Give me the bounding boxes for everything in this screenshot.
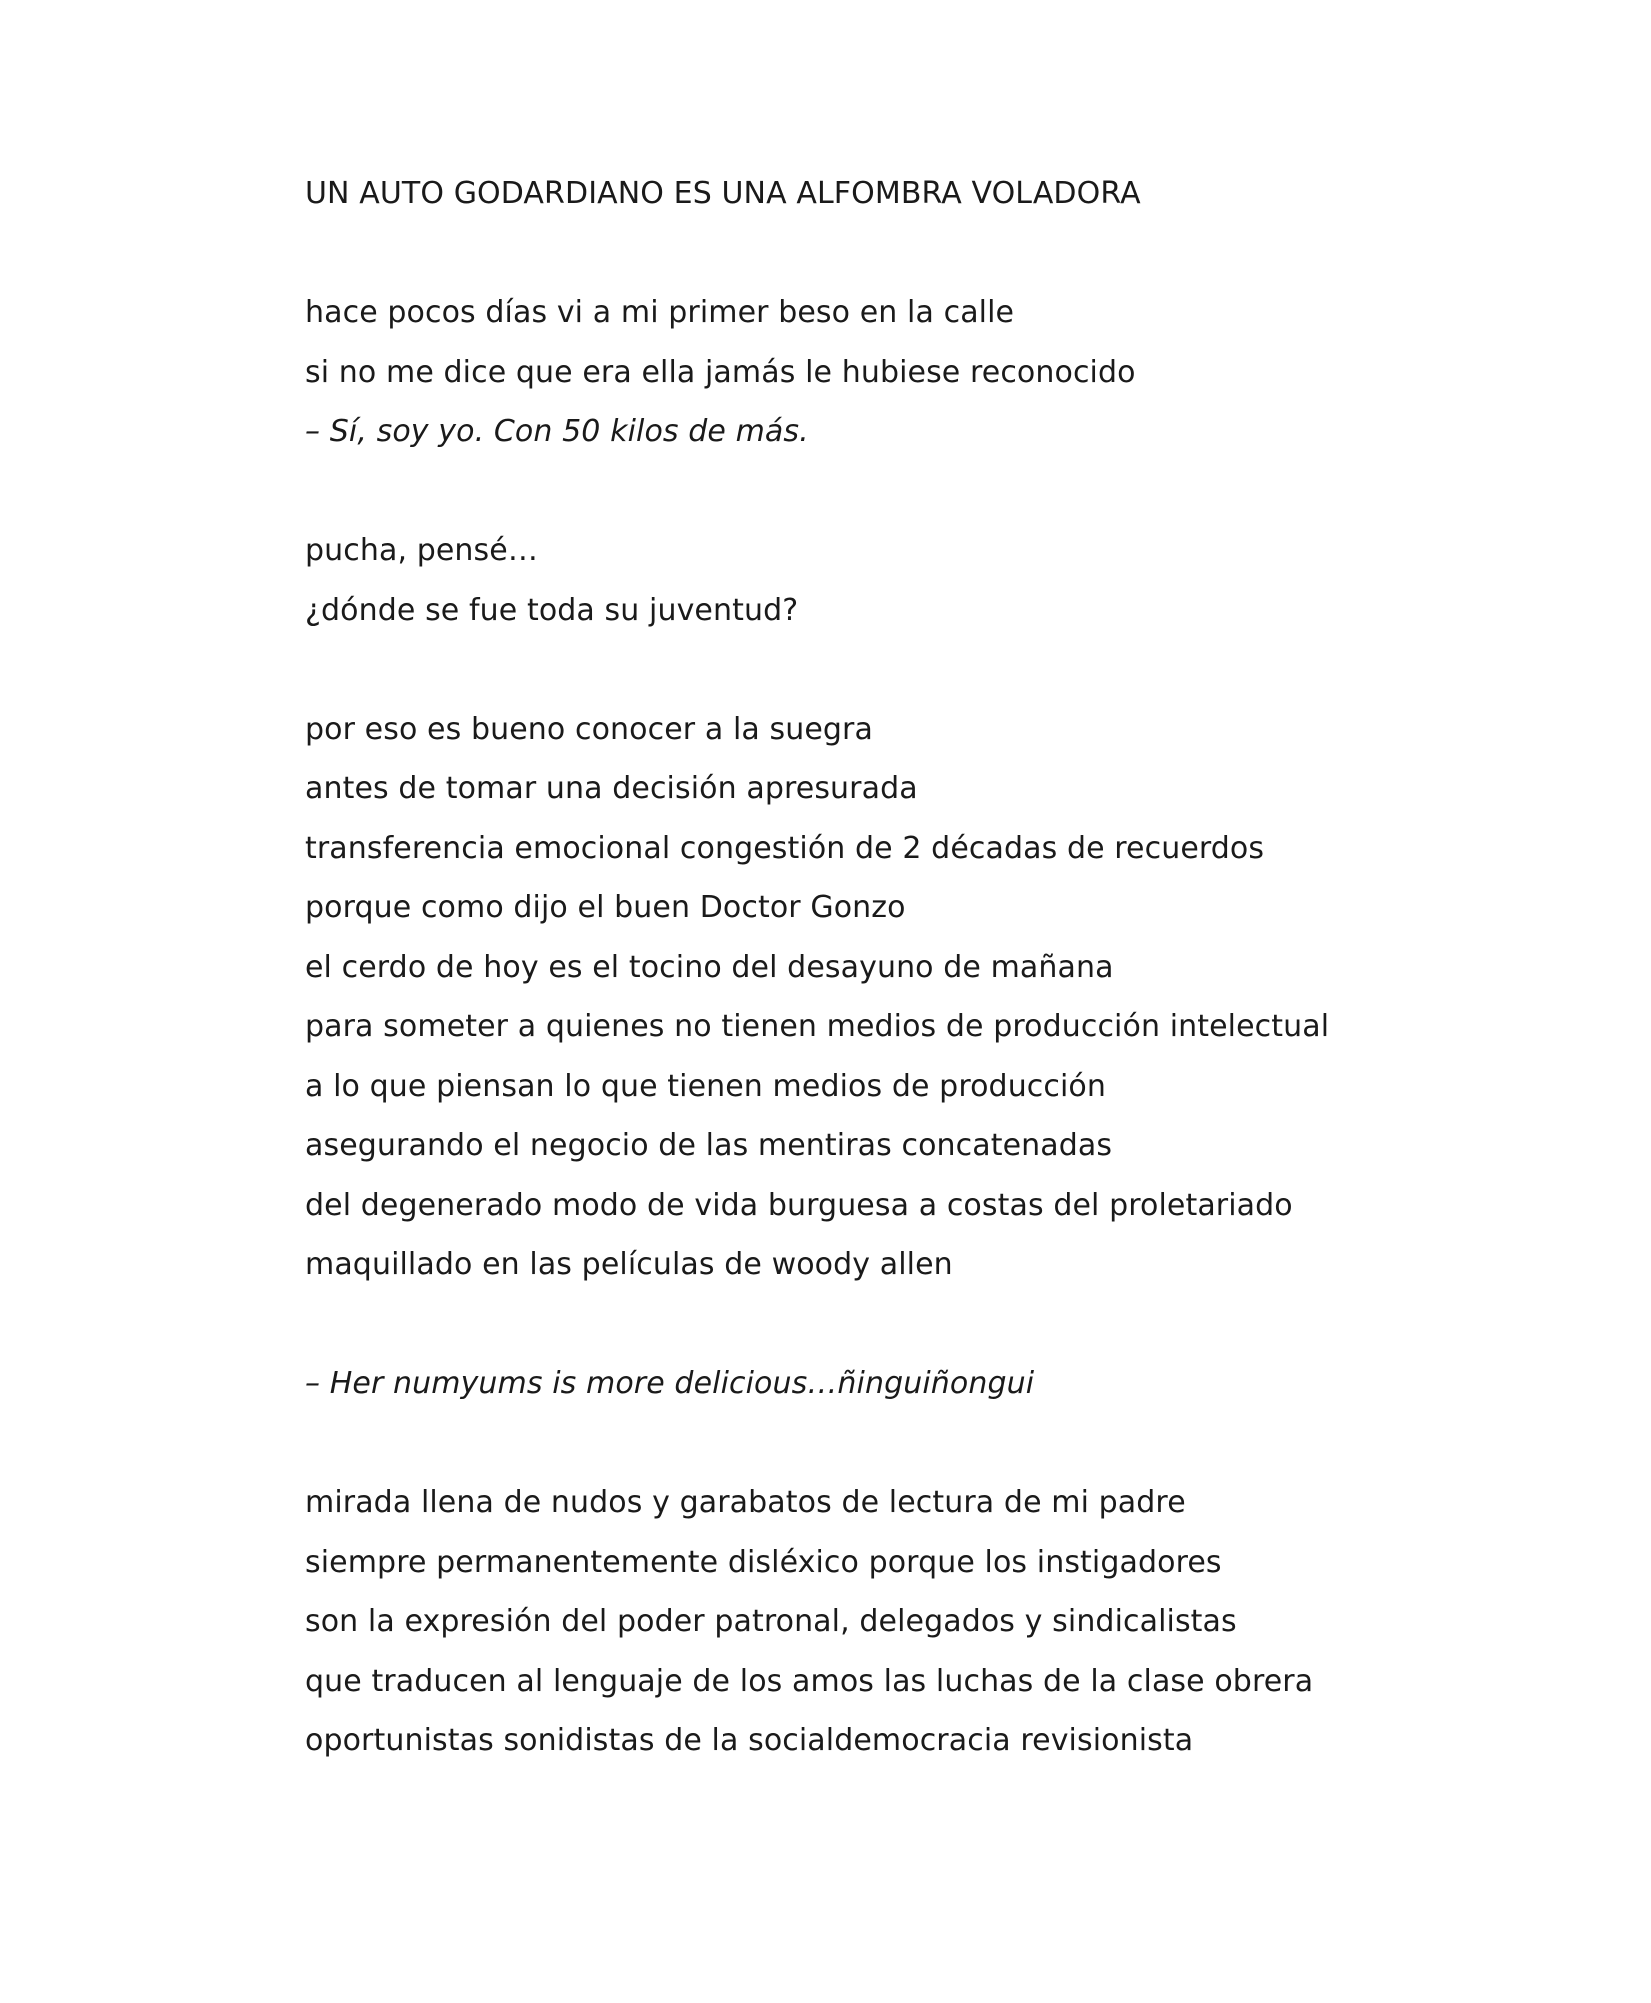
poem-line: el cerdo de hoy es el tocino del desayuno de mañana bbox=[305, 949, 1114, 985]
stanza bbox=[305, 1354, 1505, 1414]
poem-title: UN AUTO GODARDIANO ES UNA ALFOMBRA VOLADORA bbox=[305, 176, 1141, 211]
poem-line-dialogue: – Sí, soy yo. Con 50 kilos de más. bbox=[305, 414, 809, 449]
poem-line: mirada llena de nudos y garabatos de lectura de mi padre bbox=[305, 1485, 1186, 1520]
poem-line: del degenerado modo de vida burguesa a costas del proletariado bbox=[305, 1187, 1293, 1223]
poem-line: oportunistas sonidistas de la socialdemocracia revisionista bbox=[305, 1723, 1194, 1758]
poem-line: para someter a quienes no tienen medios de producción intelectual bbox=[305, 1009, 1330, 1044]
poem-line: si no me dice que era ella jamás le hubiese reconocido bbox=[305, 354, 1136, 390]
poem-line: antes de tomar una decisión apresurada bbox=[305, 771, 918, 806]
poem-line: ¿dónde se fue toda su juventud? bbox=[305, 592, 799, 628]
stanza bbox=[305, 521, 1505, 640]
poem-line-dialogue: – Her numyums is more delicious…ñinguiñongui bbox=[305, 1366, 1035, 1401]
poem-line: maquillado en las películas de woody allen bbox=[305, 1247, 953, 1282]
poem-line: son la expresión del poder patronal, delegados y sindicalistas bbox=[305, 1604, 1237, 1639]
stanza bbox=[305, 283, 1505, 462]
stanza bbox=[305, 1473, 1505, 1771]
poem-line: que traducen al lenguaje de los amos las luchas de la clase obrera bbox=[305, 1663, 1314, 1699]
poem-line: porque como dijo el buen Doctor Gonzo bbox=[305, 890, 906, 925]
poem-line: siempre permanentemente disléxico porque los instigadores bbox=[305, 1544, 1222, 1580]
poem-line: hace pocos días vi a mi primer beso en la calle bbox=[305, 295, 1015, 330]
stanza bbox=[305, 700, 1505, 1295]
poem-line: asegurando el negocio de las mentiras concatenadas bbox=[305, 1128, 1113, 1163]
poem-line: pucha, pensé… bbox=[305, 533, 538, 568]
poem bbox=[305, 164, 1505, 1771]
poem-line: a lo que piensan lo que tienen medios de producción bbox=[305, 1068, 1106, 1104]
poem-line: transferencia emocional congestión de 2 décadas de recuerdos bbox=[305, 830, 1265, 866]
poem-line: por eso es bueno conocer a la suegra bbox=[305, 711, 873, 747]
